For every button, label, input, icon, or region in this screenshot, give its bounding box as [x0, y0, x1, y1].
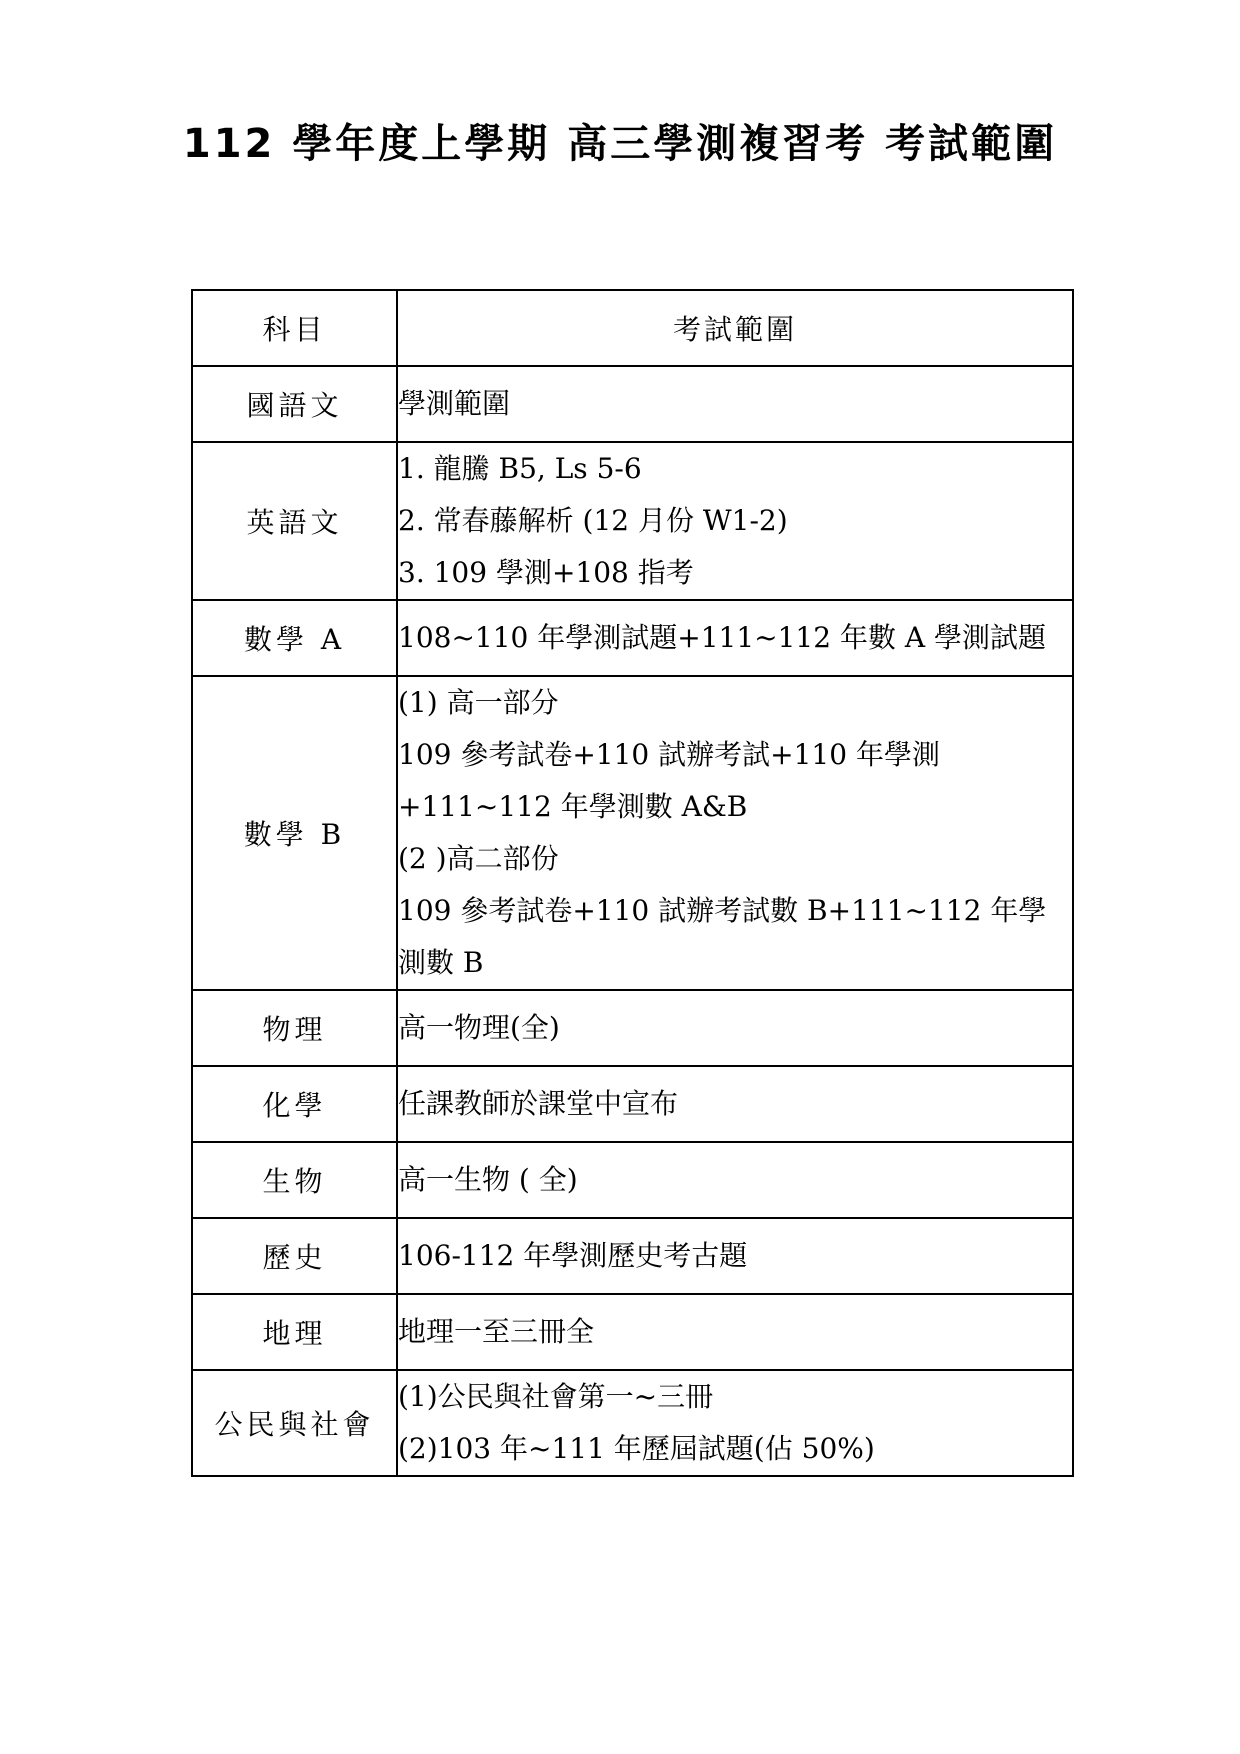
subject-cell: 生物: [192, 1142, 397, 1218]
subject-cell: 數學 B: [192, 676, 397, 990]
scope-line: 1. 龍騰 B5, Ls 5-6: [398, 452, 642, 485]
subject-cell: 數學 A: [192, 600, 397, 676]
scope-line: (1)公民與社會第一~三冊: [398, 1380, 714, 1413]
header-subject: 科目: [192, 290, 397, 366]
scope-line: (2)103 年~111 年歷屆試題(佔 50%): [398, 1432, 875, 1465]
scope-line: (2 )高二部份: [398, 842, 559, 875]
table-row: [192, 1066, 1073, 1142]
table-row: [192, 600, 1073, 676]
scope-line: 地理一至三冊全: [398, 1315, 595, 1348]
subject-cell: 地理: [192, 1294, 397, 1370]
scope-line: 109 參考試卷+110 試辦考試+110 年學測: [398, 738, 940, 771]
table-row: [192, 366, 1073, 442]
scope-cell: [397, 1370, 1073, 1476]
scope-cell: [397, 990, 1073, 1066]
scope-line: 2. 常春藤解析 (12 月份 W1-2): [398, 504, 788, 537]
table-row: [192, 676, 1073, 990]
table-row: [192, 1370, 1073, 1476]
scope-line: 3. 109 學測+108 指考: [398, 556, 694, 589]
subject-cell: 物理: [192, 990, 397, 1066]
table-header-row: [192, 290, 1073, 366]
scope-line: +111~112 年學測數 A&B: [398, 790, 748, 823]
scope-line: 高一生物 ( 全): [398, 1163, 578, 1196]
subject-cell: 公民與社會: [192, 1370, 397, 1476]
scope-cell: [397, 676, 1073, 990]
scope-line: 109 參考試卷+110 試辦考試數 B+111~112 年學: [398, 894, 1047, 927]
scope-line: 108~110 年學測試題+111~112 年數 A 學測試題: [398, 621, 1046, 654]
scope-cell: [397, 1066, 1073, 1142]
scope-cell: [397, 1142, 1073, 1218]
scope-line: (1) 高一部分: [398, 686, 559, 719]
exam-scope-table: [191, 289, 1074, 1477]
page-title: 112 學年度上學期 高三學測複習考 考試範圍: [182, 121, 1058, 167]
scope-line: 高一物理(全): [398, 1011, 560, 1044]
scope-line: 106-112 年學測歷史考古題: [398, 1239, 748, 1272]
scope-cell: [397, 1294, 1073, 1370]
scope-line: 測數 B: [398, 946, 484, 979]
table-row: [192, 1294, 1073, 1370]
table-row: [192, 990, 1073, 1066]
subject-cell: 英語文: [192, 442, 397, 600]
subject-cell: 化學: [192, 1066, 397, 1142]
scope-line: 任課教師於課堂中宣布: [398, 1087, 679, 1120]
header-scope: 考試範圍: [397, 290, 1073, 366]
scope-line: 學測範圍: [398, 387, 511, 420]
scope-cell: [397, 442, 1073, 600]
table-row: [192, 1218, 1073, 1294]
subject-cell: 歷史: [192, 1218, 397, 1294]
table-row: [192, 1142, 1073, 1218]
scope-cell: [397, 366, 1073, 442]
scope-cell: [397, 600, 1073, 676]
table-row: [192, 442, 1073, 600]
scope-cell: [397, 1218, 1073, 1294]
subject-cell: 國語文: [192, 366, 397, 442]
